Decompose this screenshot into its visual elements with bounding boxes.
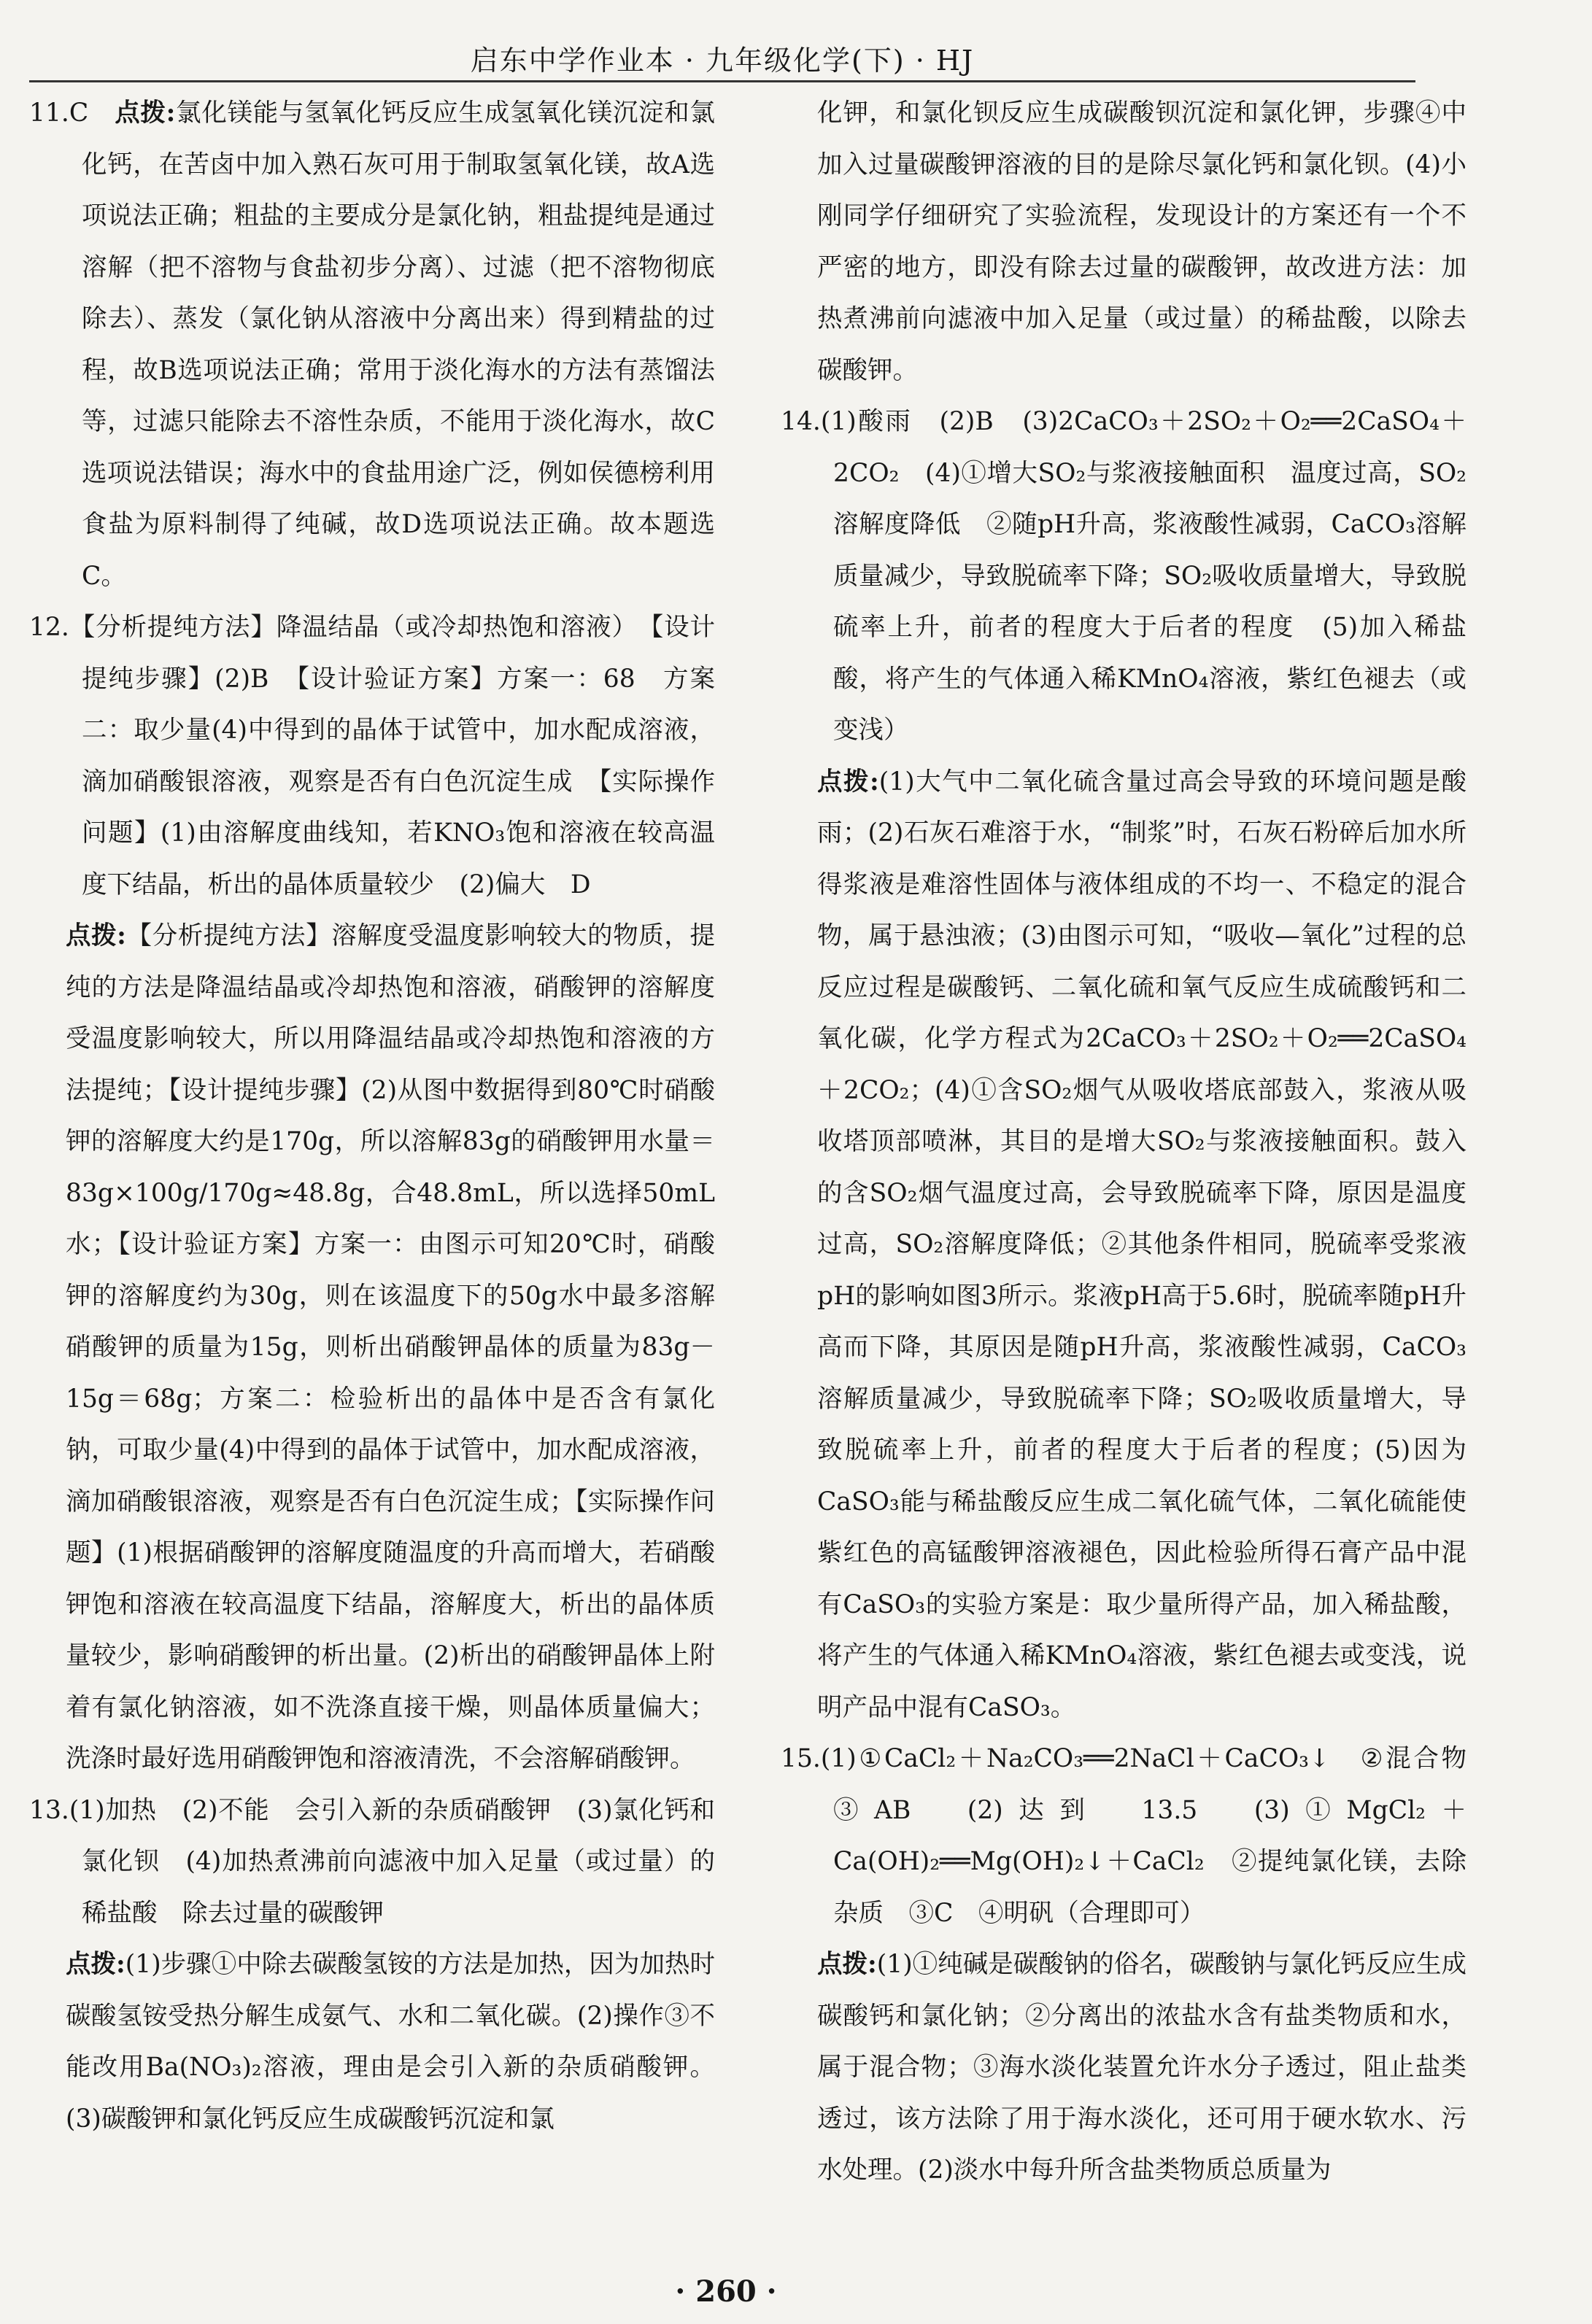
- answer: (1)加热 (2)不能 会引入新的杂质硝酸钾 (3)氯化钙和氯化钡 (4)加热煮沸前向滤液中加入足量（或过量）的稀盐酸 除去过量的碳酸钾: [69, 1795, 715, 1928]
- question-14: [781, 396, 1467, 756]
- question-12: [29, 602, 715, 910]
- question-14-tip: [781, 756, 1467, 1734]
- answer: (1)酸雨 (2)B (3)2CaCO₃＋2SO₂＋O₂══2CaSO₄＋2CO₂ (4)①增大SO₂与浆液接触面积 温度过高，SO₂溶解度降低 ②随pH升高，浆液酸性减弱，CaCO₃溶解质量减少，导致脱硫率下降；SO₂吸收质量增大，导致脱硫率上升，前者的程度大于后者的程度 (5)加入稀盐酸，将产生的气体通入稀KMnO₄溶液，紫红色褪去（或变浅）: [820, 407, 1467, 745]
- page-header-title: 启东中学作业本 · 九年级化学(下) · HJ: [470, 44, 975, 77]
- header-rule: [29, 80, 1415, 82]
- question-11: [29, 88, 715, 602]
- tip-text: (1)①纯碱是碳酸钠的俗名，碳酸钠与氯化钙反应生成碳酸钙和氯化钠；②分离出的浓盐水含有盐类物质和水，属于混合物；③海水淡化装置允许水分子透过，阻止盐类透过，该方法除了用于海水淡化，还可用于硬水软水、污水处理。(2)淡水中每升所含盐类物质总质量为: [817, 1950, 1467, 2185]
- page-number: · 260 ·: [675, 2274, 777, 2309]
- question-number: 11.: [29, 98, 69, 128]
- question-15-tip: [781, 1939, 1467, 2196]
- answer: 【分析提纯方法】降温结晶（或冷却热饱和溶液） 【设计提纯步骤】(2)B 【设计验证方案】方案一：68 方案二：取少量(4)中得到的晶体于试管中，加水配成溶液，滴加硝酸银溶液，观察是否有白色沉淀生成 【实际操作问题】(1)由溶解度曲线知，若KNO₃饱和溶液在较高温度下结晶，析出的晶体质量较少 (2)偏大 D: [69, 613, 715, 899]
- left-column: [29, 88, 715, 2145]
- tip-text: 【分析提纯方法】溶解度受温度影响较大的物质，提纯的方法是降温结晶或冷却热饱和溶液，硝酸钾的溶解度受温度影响较大，所以用降温结晶或冷却热饱和溶液的方法提纯；【设计提纯步骤】(2)从图中数据得到80℃时硝酸钾的溶解度大约是170g，所以溶解83g的硝酸钾用水量＝83g×100g/170g≈48.8g，合48.8mL，所以选择50mL水；【设计验证方案】方案一：由图示可知20℃时，硝酸钾的溶解度约为30g，则在该温度下的50g水中最多溶解硝酸钾的质量为15g，则析出硝酸钾晶体的质量为83g－15g＝68g；方案二：检验析出的晶体中是否含有氯化钠，可取少量(4)中得到的晶体于试管中，加水配成溶液，滴加硝酸银溶液，观察是否有白色沉淀生成；【实际操作问题】(1)根据硝酸钾的溶解度随温度的升高而增大，若硝酸钾饱和溶液在较高温度下结晶，溶解度大，析出的晶体质量较少，影响硝酸钾的析出量。(2)析出的硝酸钾晶体上附着有氯化钠溶液，如不洗涤直接干燥，则晶体质量偏大；洗涤时最好选用硝酸钾饱和溶液清洗，不会溶解硝酸钾。: [66, 921, 715, 1773]
- tip-label: 点拨:: [66, 1950, 125, 1979]
- tip-text: 氯化镁能与氢氧化钙反应生成氢氧化镁沉淀和氯化钙，在苦卤中加入熟石灰可用于制取氢氧化镁，故A选项说法正确；粗盐的主要成分是氯化钠，粗盐提纯是通过溶解（把不溶物与食盐初步分离）、过滤（把不溶物彻底除去）、蒸发（氯化钠从溶液中分离出来）得到精盐的过程，故B选项说法正确；常用于淡化海水的方法有蒸馏法等，过滤只能除去不溶性杂质，不能用于淡化海水，故C选项说法错误；海水中的食盐用途广泛，例如侯德榜利用食盐为原料制得了纯碱，故D选项说法正确。故本题选C。: [82, 98, 715, 591]
- answer: C: [69, 98, 89, 128]
- question-number: 13.: [29, 1795, 69, 1825]
- tip-label: 点拨:: [817, 1950, 877, 1979]
- right-column: [781, 88, 1492, 2196]
- question-number: 15.: [781, 1744, 821, 1773]
- tip-text: (1)大气中二氧化硫含量过高会导致的环境问题是酸雨；(2)石灰石难溶于水，“制浆”时，石灰石粉碎后加水所得浆液是难溶性固体与液体组成的不均一、不稳定的混合物，属于悬浊液；(3)由图示可知，“吸收—氧化”过程的总反应过程是碳酸钙、二氧化硫和氧气反应生成硫酸钙和二氧化碳，化学方程式为2CaCO₃＋2SO₂＋O₂══2CaSO₄＋2CO₂；(4)①含SO₂烟气从吸收塔底部鼓入，浆液从吸收塔顶部喷淋，其目的是增大SO₂与浆液接触面积。鼓入的含SO₂烟气温度过高，会导致脱硫率下降，原因是温度过高，SO₂溶解度降低；②其他条件相同，脱硫率受浆液pH的影响如图3所示。浆液pH高于5.6时，脱硫率随pH升高而下降，其原因是随pH升高，浆液酸性减弱，CaCO₃溶解质量减少，导致脱硫率下降；SO₂吸收质量增大，导致脱硫率上升，前者的程度大于后者的程度；(5)因为CaSO₃能与稀盐酸反应生成二氧化硫气体，二氧化硫能使紫红色的高锰酸钾溶液褪色，因此检验所得石膏产品中混有CaSO₃的实验方案是：取少量所得产品，加入稀盐酸，将产生的气体通入稀KMnO₄溶液，紫红色褪去或变浅，说明产品中混有CaSO₃。: [817, 767, 1467, 1722]
- tip-text: (1)步骤①中除去碳酸氢铵的方法是加热，因为加热时碳酸氢铵受热分解生成氨气、水和二氧化碳。(2)操作③不能改用Ba(NO₃)₂溶液，理由是会引入新的杂质硝酸钾。(3)碳酸钾和氯化钙反应生成碳酸钙沉淀和氯: [66, 1950, 715, 2134]
- tip-label: 点拨:: [66, 921, 126, 950]
- question-15: [781, 1733, 1492, 1939]
- tip-label: 点拨:: [115, 98, 176, 128]
- question-13-tip: [29, 1939, 715, 2145]
- question-number: 12.: [29, 613, 69, 642]
- question-number: 14.: [781, 407, 821, 436]
- answer: (1)①CaCl₂＋Na₂CO₃══2NaCl＋CaCO₃↓ ②混合物 ③AB (2)达到 13.5 (3)①MgCl₂＋Ca(OH)₂══Mg(OH)₂↓＋CaCl₂ ②提纯氯化镁，去除杂质 ③C ④明矾（合理即可）: [820, 1744, 1492, 1928]
- question-12-tip: [29, 910, 715, 1785]
- question-13-tip-continued: 化钾，和氯化钡反应生成碳酸钡沉淀和氯化钾，步骤④中加入过量碳酸钾溶液的目的是除尽氯化钙和氯化钡。(4)小刚同学仔细研究了实验流程，发现设计的方案还有一个不严密的地方，即没有除去过量的碳酸钾，故改进方法：加热煮沸前向滤液中加入足量（或过量）的稀盐酸，以除去碳酸钾。: [817, 98, 1467, 385]
- question-13: [29, 1785, 715, 1940]
- tip-label: 点拨:: [817, 767, 879, 797]
